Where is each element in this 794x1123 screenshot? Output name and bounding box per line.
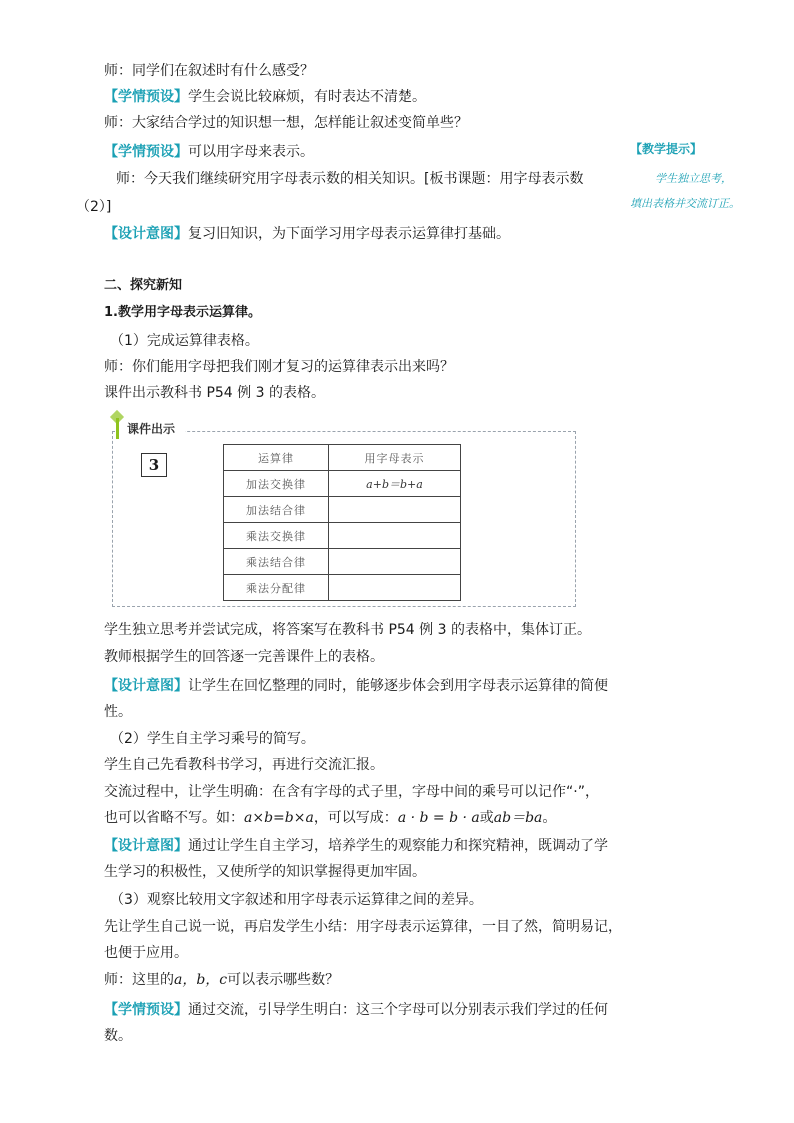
law-name: 加法结合律 <box>224 497 329 523</box>
tag-xueqing: 【学情预设】 <box>104 89 188 105</box>
text: 通过交流，引导学生明白：这三个字母可以分别表示我们学过的任何 <box>188 1002 608 1018</box>
line-design-intent-2-cont: 性。 <box>104 704 132 720</box>
line-student-prediction-3 <box>104 997 606 1023</box>
line-teacher-ask: 师：你们能用字母把我们刚才复习的运算律表示出来吗？ <box>104 359 454 375</box>
teaching-tip-title: 【教学提示】 <box>630 142 703 156</box>
line-design-intent-3 <box>104 833 606 859</box>
teaching-tip-line-1: 学生独立思考， <box>655 172 732 185</box>
math-expr: a×b=b×a <box>244 810 314 826</box>
text: 让学生在回忆整理的同时，能够逐步体会到用字母表示运算律的简便 <box>188 678 608 694</box>
step-1: （1）完成运算律表格。 <box>110 333 259 349</box>
line-clarify: 交流过程中，让学生明确：在含有字母的式子里，字母中间的乘号可以记作“·”， <box>104 784 599 800</box>
step-3: （3）观察比较用文字叙述和用字母表示运算律之间的差异。 <box>110 892 483 908</box>
text: 可以表示哪些数？ <box>227 972 340 988</box>
text: 通过让学生自主学习，培养学生的观察能力和探究精神，既调动了学 <box>188 838 608 854</box>
table-row <box>224 523 461 549</box>
law-name: 加法交换律 <box>224 471 329 497</box>
line-teacher-letters <box>104 967 606 993</box>
tag-sheji: 【设计意图】 <box>104 838 188 854</box>
text: ，可以写成： <box>313 810 398 826</box>
line-student-prediction-3-cont: 数。 <box>104 1028 132 1044</box>
table-header-row <box>224 445 461 471</box>
text: 可以用字母来表示。 <box>188 144 314 160</box>
line-student-prediction-2 <box>104 139 606 165</box>
text: 学生会说比较麻烦，有时表达不清楚。 <box>188 89 426 105</box>
law-name: 乘法交换律 <box>224 523 329 549</box>
courseware-label: 课件出示 <box>116 418 185 439</box>
math-expr: a · b = b · a <box>397 810 480 826</box>
text: 也可以省略不写。如： <box>104 810 244 826</box>
step-2: （2）学生自主学习乘号的简写。 <box>110 731 315 747</box>
tag-xueqing: 【学情预设】 <box>104 144 188 160</box>
table-row <box>224 497 461 523</box>
line-summary-cont: 也便于应用。 <box>104 945 188 961</box>
law-expr <box>329 523 461 549</box>
law-expr <box>329 497 461 523</box>
line-teacher-topic-cont: （2）] <box>76 199 112 215</box>
line-teacher-think: 师：大家结合学过的知识想一想，怎样能让叙述变简单些？ <box>104 115 468 131</box>
header-law: 运算律 <box>224 445 329 471</box>
tag-sheji: 【设计意图】 <box>104 226 188 242</box>
line-student-complete: 学生独立思考并尝试完成，将答案写在教科书 P54 例 3 的表格中，集体订正。 <box>104 622 591 638</box>
math-expr: ab＝ba <box>493 810 543 826</box>
law-name: 乘法结合律 <box>224 549 329 575</box>
table-row <box>224 575 461 601</box>
line-teacher-improve: 教师根据学生的回答逐一完善课件上的表格。 <box>104 649 384 665</box>
header-letter: 用字母表示 <box>329 445 461 471</box>
teaching-tip-line-2: 填出表格并交流订正。 <box>630 197 740 210</box>
line-example <box>104 805 606 831</box>
tag-sheji: 【设计意图】 <box>104 678 188 694</box>
section-heading: 二、探究新知 <box>104 278 183 293</box>
text: 复习旧知识，为下面学习用字母表示运算律打基础。 <box>188 226 510 242</box>
table-row <box>224 549 461 575</box>
line-courseware-show: 课件出示教科书 P54 例 3 的表格。 <box>104 385 325 401</box>
line-student-prediction-1 <box>104 84 606 110</box>
table-row <box>224 471 461 497</box>
law-expr <box>329 549 461 575</box>
tag-xueqing: 【学情预设】 <box>104 1002 188 1018</box>
text: 师：这里的 <box>104 972 174 988</box>
line-teacher-question: 师：同学们在叙述时有什么感受？ <box>104 63 314 79</box>
subsection-heading: 1.教学用字母表示运算律。 <box>104 305 261 320</box>
line-design-intent-2 <box>104 673 606 699</box>
law-name: 乘法分配律 <box>224 575 329 601</box>
text: 。 <box>542 810 557 826</box>
example-number: 3 <box>141 453 167 477</box>
text: 或 <box>479 810 494 826</box>
math-letters: a，b，c <box>174 972 228 988</box>
operation-law-table <box>223 444 461 601</box>
line-design-intent-1 <box>104 221 606 247</box>
law-expr: a+b＝b+a <box>329 471 461 497</box>
line-summary: 先让学生自己说一说，再启发学生小结：用字母表示运算律，一目了然，简明易记， <box>104 919 622 935</box>
law-expr <box>329 575 461 601</box>
line-design-intent-3-cont: 生学习的积极性，又使所学的知识掌握得更加牢固。 <box>104 864 426 880</box>
line-teacher-topic: 师：今天我们继续研究用字母表示数的相关知识。[板书课题：用字母表示数 <box>116 171 584 187</box>
line-self-study: 学生自己先看教科书学习，再进行交流汇报。 <box>104 757 384 773</box>
